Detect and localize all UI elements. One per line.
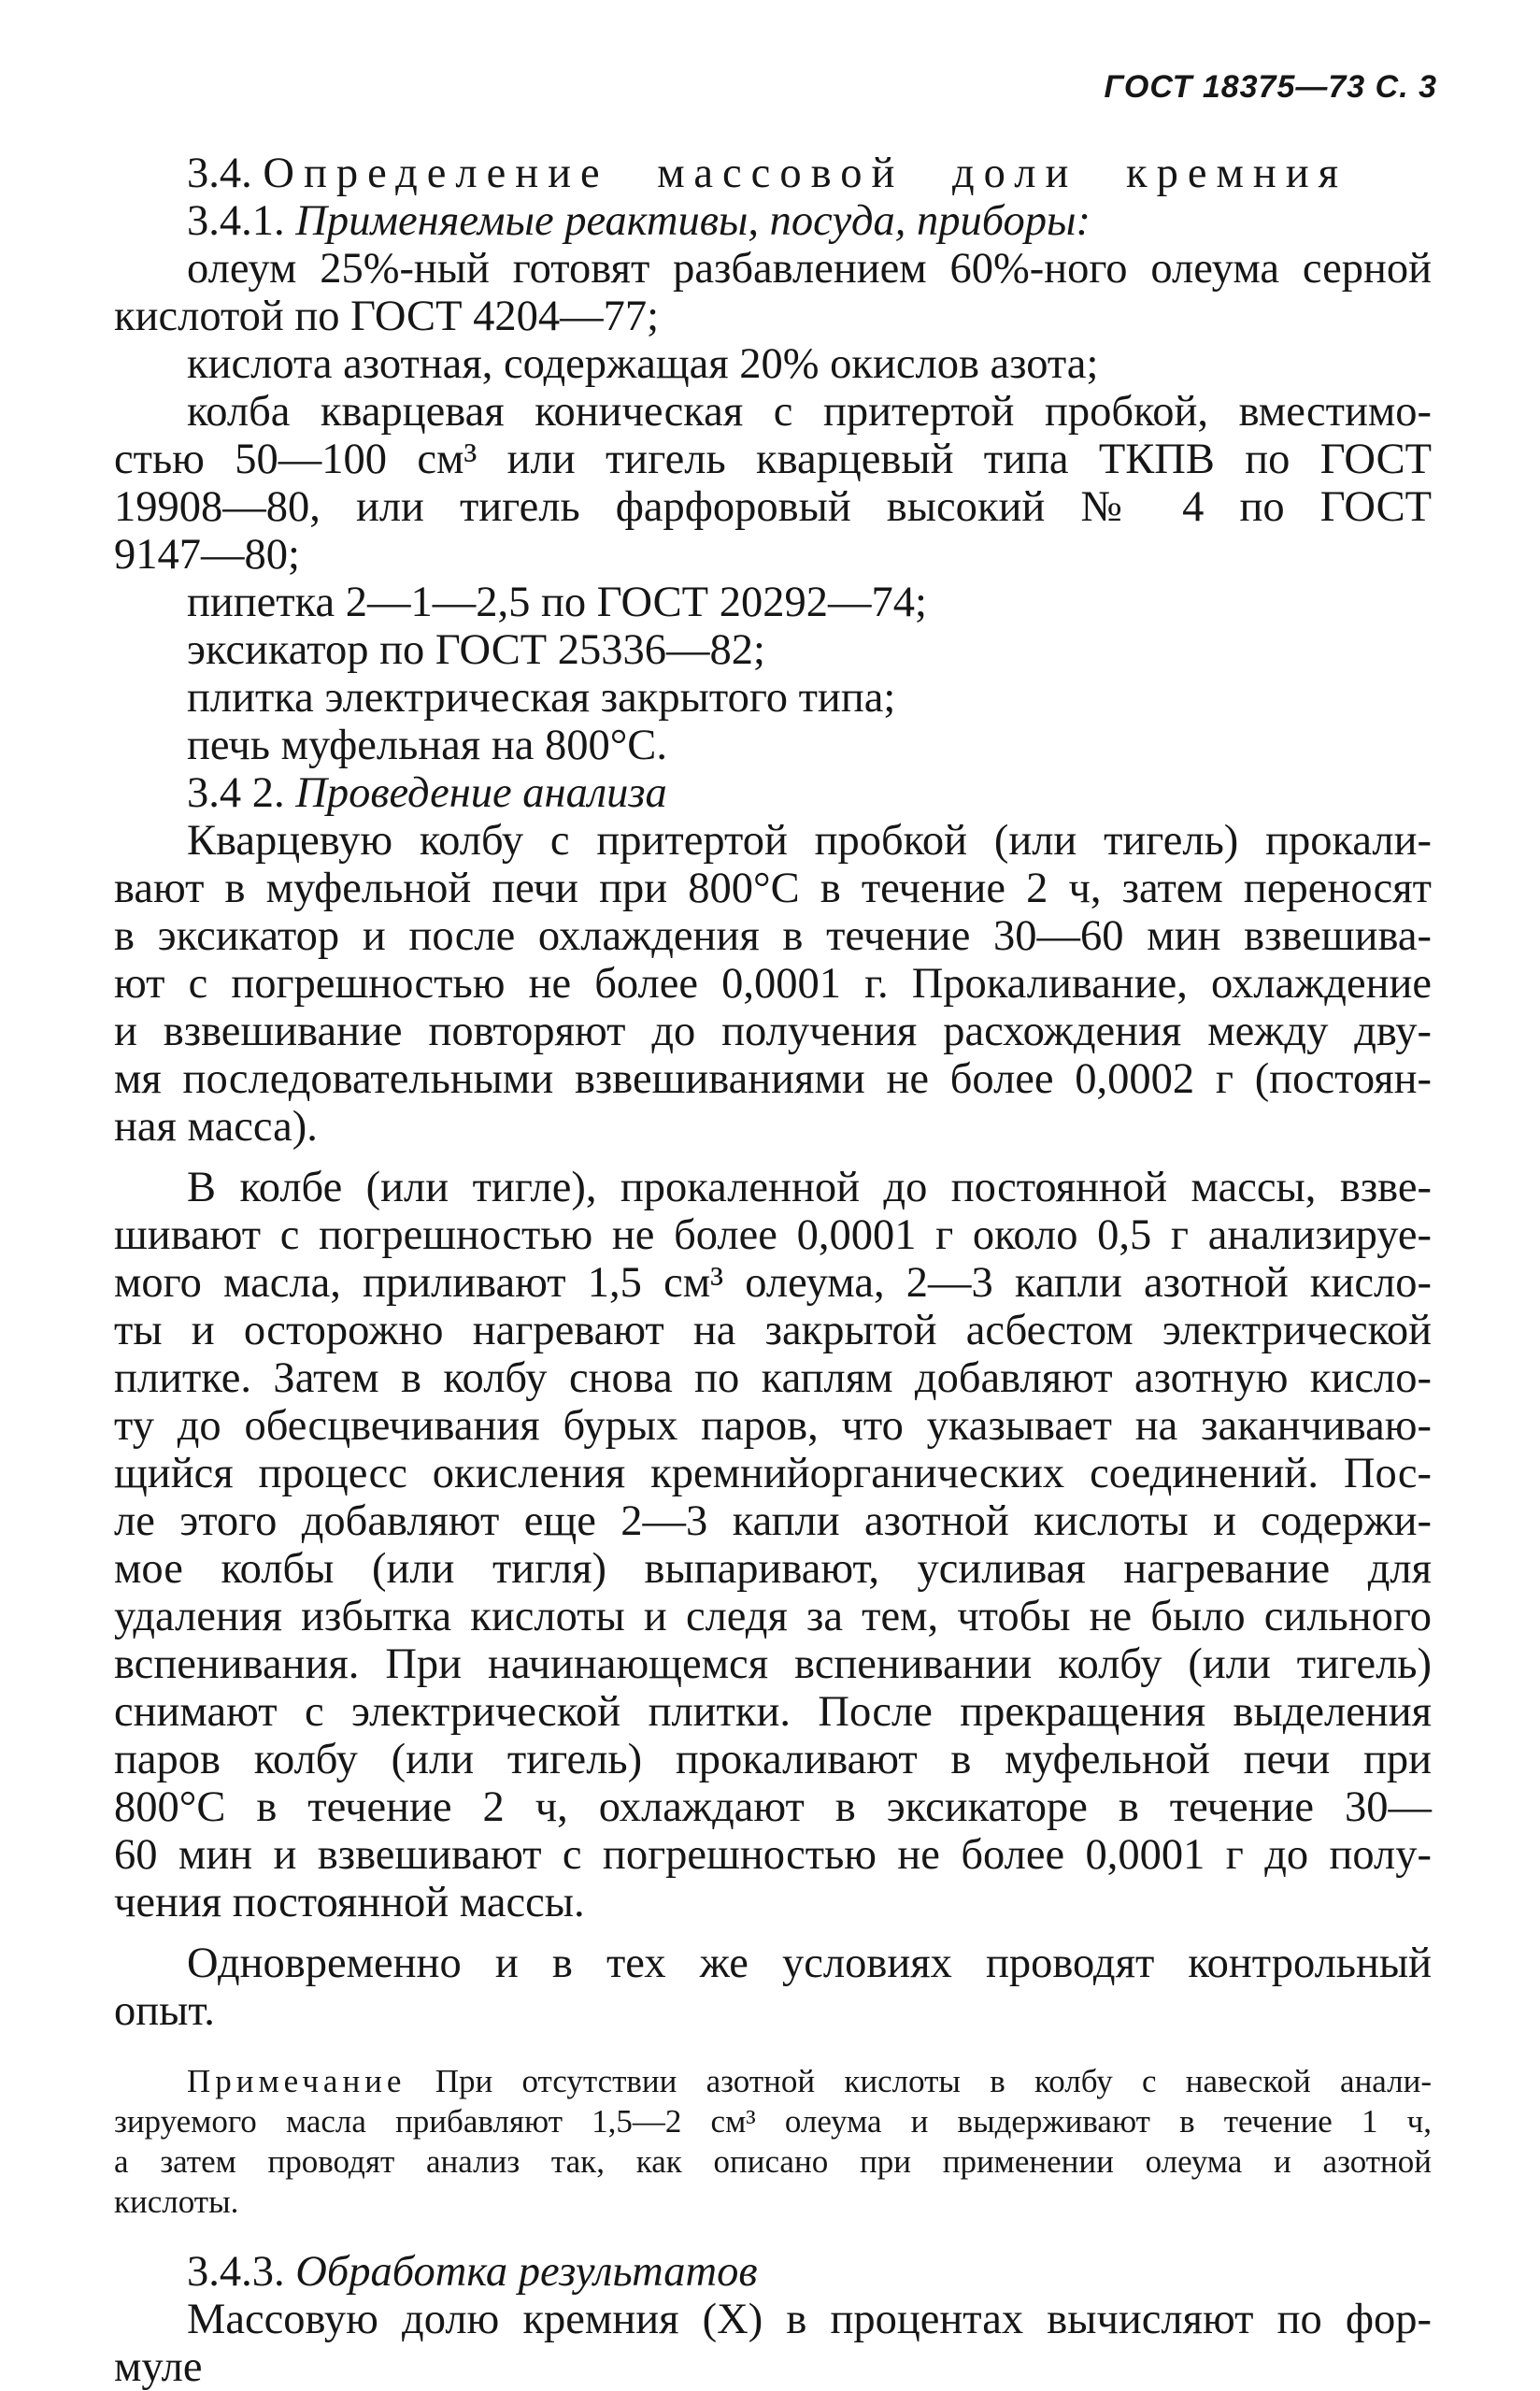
text-line: муле <box>114 2343 203 2391</box>
text-line: чения постоянной массы. <box>114 1879 585 1926</box>
text-line: ют с погрешностью не более 0,0001 г. Прокаливание, охлаждение <box>114 960 1432 1008</box>
subsection-title: Проведение анализа <box>295 769 667 817</box>
section-number: 3.4. <box>187 150 252 197</box>
note-first-line <box>114 2061 1432 2101</box>
text-line: пипетка 2—1—2,5 по ГОСТ 20292—74; <box>187 579 927 626</box>
text-line: мого масла, приливают 1,5 см³ олеума, 2—3 капли азотной кисло- <box>114 1259 1432 1307</box>
text-line: Кварцевую колбу с притертой пробкой (или тигель) прокали- <box>187 817 1432 865</box>
paragraph-control-test <box>114 1940 1432 2035</box>
paragraph-results <box>114 2296 1432 2391</box>
text-line: 60 мин и взвешивают с погрешностью не более 0,0001 г до полу- <box>114 1831 1432 1879</box>
text-line: удаления избытка кислоты и следя за тем, чтобы не было сильного <box>114 1593 1432 1640</box>
note-line: а затем проводят анализ так, как описано при применении олеума и азотной <box>114 2143 1432 2180</box>
note-label: Примечание <box>187 2063 406 2099</box>
text-line: эксикатор по ГОСТ 25336—82; <box>187 626 765 674</box>
text-line: 800°С в течение 2 ч, охлаждают в эксикаторе в течение 30— <box>114 1783 1432 1831</box>
text-line: мое колбы (или тигля) выпаривают, усиливая нагревание для <box>114 1545 1432 1593</box>
note-text: При отсутствии азотной кислоты в колбу с навеской анали- <box>435 2063 1432 2099</box>
paragraph-procedure-1 <box>114 817 1432 1151</box>
note-line: зируемого масла прибавляют 1,5—2 см³ олеума и выдерживают в течение 1 ч, <box>114 2103 1432 2140</box>
text-line: в эксикатор и после охлаждения в течение 30—60 мин взвешива- <box>114 912 1432 960</box>
text-line: мя последовательными взвешиваниями не более 0,0002 г (постоян- <box>114 1055 1432 1103</box>
text-line: плитке. Затем в колбу снова по каплям добавляют азотную кисло- <box>114 1354 1432 1402</box>
subsection-3-4-2-heading <box>114 769 1432 817</box>
text-line: печь муфельная на 800°С. <box>187 722 667 769</box>
subsection-number: 3.4.1. <box>187 197 285 245</box>
text-line: олеум 25%-ный готовят разбавлением 60%-ного олеума серной <box>187 245 1432 293</box>
paragraph-procedure-2 <box>114 1164 1432 1926</box>
subsection-3-4-3-heading <box>114 2248 1432 2296</box>
text-line: В колбе (или тигле), прокаленной до постоянной массы, взве- <box>187 1164 1432 1211</box>
subsection-title: Обработка результатов <box>295 2248 758 2296</box>
text-line: вспенивания. При начинающемся вспенивании колбу (или тигель) <box>114 1640 1432 1688</box>
subsection-number: 3.4.3. <box>187 2248 285 2296</box>
text-line: 9147—80; <box>114 531 300 579</box>
reagents-list <box>114 245 1432 769</box>
section-title-text: Определение массовой доли кремния <box>263 150 1348 197</box>
text-line: и взвешивание повторяют до получения расхождения между дву- <box>114 1008 1432 1055</box>
text-line: кислотой по ГОСТ 4204—77; <box>114 293 660 340</box>
note-block <box>114 2061 1432 2222</box>
text-line: плитка электрическая закрытого типа; <box>187 674 896 722</box>
text-line: Массовую долю кремния (X) в процентах вычисляют по фор- <box>187 2296 1432 2343</box>
text-line: шивают с погрешностью не более 0,0001 г около 0,5 г анализируе- <box>114 1211 1432 1259</box>
text-line: ты и осторожно нагревают на закрытой асбестом электрической <box>114 1307 1432 1354</box>
subsection-number: 3.4 2. <box>187 769 285 817</box>
subsection-3-4-1-heading <box>114 197 1432 245</box>
note-line: кислоты. <box>114 2183 239 2220</box>
text-line: ле этого добавляют еще 2—3 капли азотной кислоты и содержи- <box>114 1497 1432 1545</box>
text-line: 19908—80, или тигель фарфоровый высокий № 4 по ГОСТ <box>114 483 1432 531</box>
text-line: паров колбу (или тигель) прокаливают в муфельной печи при <box>114 1736 1432 1783</box>
text-line: Одновременно и в тех же условиях проводят контрольный <box>187 1940 1432 1987</box>
text-line: кислота азотная, содержащая 20% окислов азота; <box>187 340 1099 388</box>
text-line: ная масса). <box>114 1103 318 1151</box>
text-line: стью 50—100 см³ или тигель кварцевый типа ТКПВ по ГОСТ <box>114 436 1432 483</box>
text-line: щийся процесс окисления кремнийорганических соединений. Пос- <box>114 1450 1432 1497</box>
text-line: ту до обесцвечивания бурых паров, что указывает на заканчиваю- <box>114 1402 1432 1450</box>
text-line: вают в муфельной печи при 800°С в течение 2 ч, затем переносят <box>114 865 1432 912</box>
subsection-title: Применяемые реактивы, посуда, приборы: <box>295 197 1091 245</box>
text-line: опыт. <box>114 1987 215 2035</box>
section-title <box>114 150 1432 197</box>
text-line: колба кварцевая коническая с притертой пробкой, вместимо- <box>187 388 1432 436</box>
page-header: ГОСТ 18375—73 С. 3 <box>1104 69 1437 105</box>
document-body <box>114 150 1432 2391</box>
text-line: снимают с электрической плитки. После прекращения выделения <box>114 1688 1432 1736</box>
